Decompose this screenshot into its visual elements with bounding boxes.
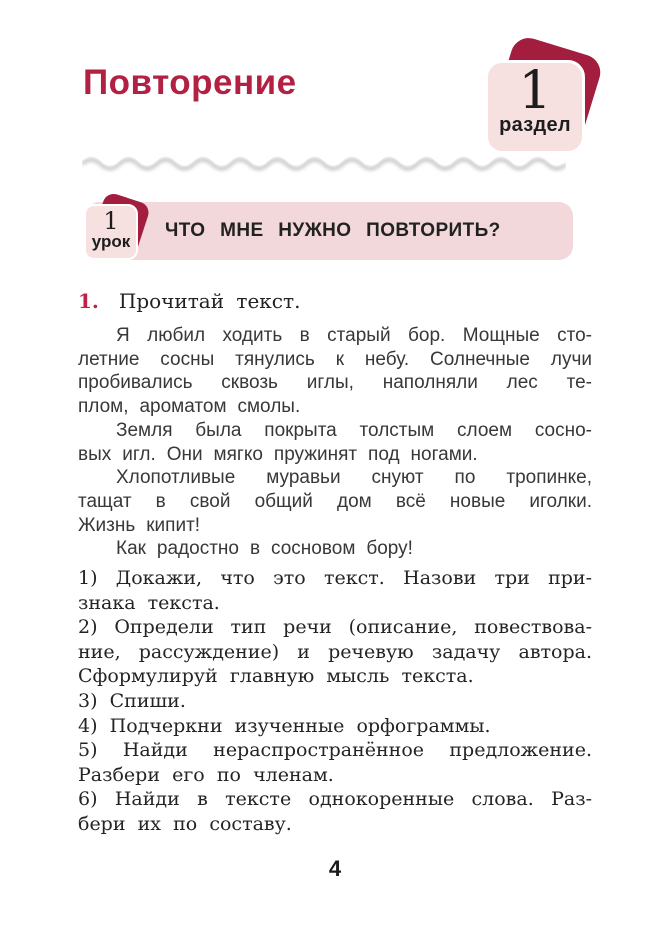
reading-text [78,324,592,561]
task-list [78,566,592,837]
lesson-title: ЧТО МНЕ НУЖНО ПОВТОРИТЬ? [165,220,501,241]
task-item: 4) Подчеркни изученные орфограммы. [78,714,491,737]
wavy-divider-icon [82,152,566,182]
task-item: 5) Найди нераспространённое предложение. Разбери его по членам. [78,739,592,786]
lesson-label: урок [91,232,131,251]
section-badge [483,44,603,164]
story-paragraph: Я любил ходить в старый бор. Мощные сто- летние сосны тянулись к небу. Солнечные лучи пробивались сквозь иглы, наполняли лес те- плом, ароматом смолы. [78,325,592,418]
story-paragraph: Земля была покрыта толстым слоем сосно- вых игл. Они мягко пружинят под ногами. [78,419,592,465]
lesson-header-bar [85,202,573,260]
exercise-instruction: Прочитай текст. [118,289,301,313]
section-label: раздел [499,114,571,136]
page-title: Повторение [83,63,297,102]
page-number: 4 [328,856,342,881]
exercise-number: 1. [78,289,99,313]
task-item: 2) Определи тип речи (описание, повествова- ние, рассуждение) и речевую задачу автора. Сформулируй главную мысль текста. [78,616,592,688]
section-badge-front-card [485,60,585,154]
task-item: 1) Докажи, что это текст. Назови три при- знака текста. [78,567,592,614]
task-item: 3) Спиши. [78,690,186,712]
lesson-badge-front-card [84,204,138,260]
task-item: 6) Найди в тексте однокоренные слова. Раз- бери их по составу. [78,788,592,835]
section-number: 1 [518,61,552,121]
lesson-number: 1 [103,207,119,235]
story-paragraph: Как радостно в сосновом бору! [116,538,413,560]
story-paragraph: Хлопотливые муравьи снуют по тропинке, тащат в свой общий дом всё новые иголки. Жизнь кипит! [78,467,592,536]
page-body [78,272,592,837]
exercise-heading [78,288,592,316]
lesson-badge [83,194,159,270]
